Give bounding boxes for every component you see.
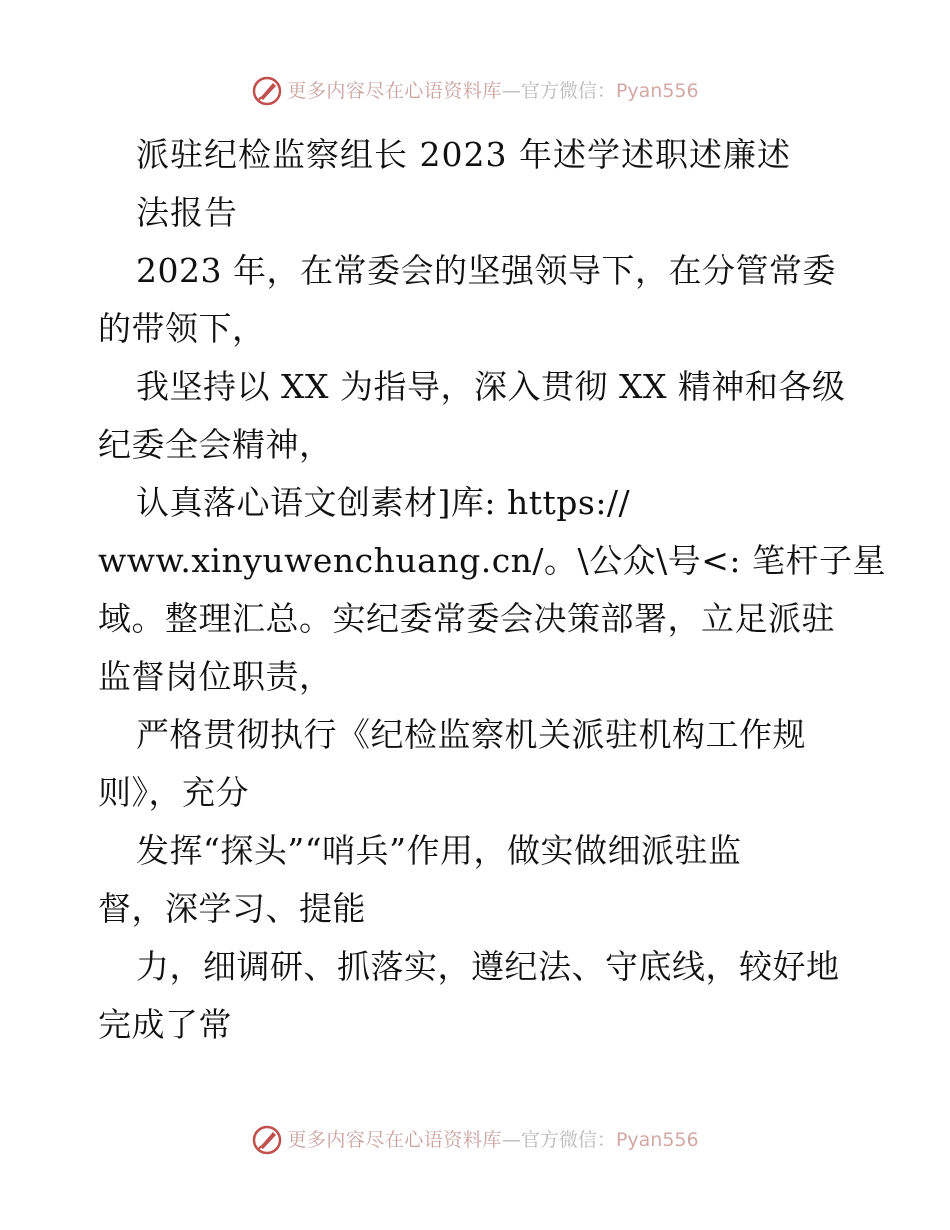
paragraph-line: 完成了常 bbox=[98, 1005, 232, 1044]
banner-separator: — bbox=[501, 1129, 521, 1151]
paragraph-line: 纪委全会精神， bbox=[98, 425, 333, 464]
paragraph-line: 发挥“探头”“哨兵”作用，做实做细派驻监 bbox=[136, 831, 742, 870]
document-title-line-2: 法报告 bbox=[136, 193, 238, 232]
paragraph-line: www.xinyuwenchuang.cn/。\公众\号<: 笔杆子星 bbox=[98, 541, 887, 580]
paragraph-line: 力，细调研、抓落实，遵纪法、守底线，较好地 bbox=[136, 947, 840, 986]
paragraph-line: 域。整理汇总。实纪委常委会决策部署，立足派驻 bbox=[98, 599, 835, 638]
paragraph-line: 认真落心语文创素材]库: https:// bbox=[136, 483, 631, 522]
paragraph-line: 严格贯彻执行《纪检监察机关派驻机构工作规 bbox=[136, 715, 806, 754]
banner-wechat-id: Pyan556 bbox=[615, 1129, 699, 1151]
banner-main-text: 更多内容尽在心语资料库 bbox=[287, 80, 502, 102]
paragraph-line: 的带领下， bbox=[98, 309, 266, 348]
banner-wechat-label: 官方微信： bbox=[520, 80, 616, 102]
footer-banner bbox=[0, 1124, 950, 1156]
quill-pen-logo-icon bbox=[251, 75, 283, 107]
document-body bbox=[98, 126, 887, 1054]
paragraph-line: 我坚持以 XX 为指导，深入贯彻 XX 精神和各级 bbox=[136, 367, 846, 406]
paragraph-line: 2023 年，在常委会的坚强领导下，在分管常委 bbox=[136, 251, 836, 290]
banner-wechat-label: 官方微信： bbox=[520, 1129, 616, 1151]
paragraph-line: 监督岗位职责， bbox=[98, 657, 333, 696]
banner-separator: — bbox=[501, 80, 521, 102]
banner-main-text: 更多内容尽在心语资料库 bbox=[287, 1129, 502, 1151]
paragraph-line: 则》，充分 bbox=[98, 773, 249, 812]
document-title-line-1: 派驻纪检监察组长 2023 年述学述职述廉述 bbox=[136, 135, 791, 174]
paragraph-line: 督，深学习、提能 bbox=[98, 889, 366, 928]
quill-pen-logo-icon bbox=[251, 1124, 283, 1156]
banner-wechat-id: Pyan556 bbox=[615, 80, 699, 102]
header-banner bbox=[0, 75, 950, 107]
